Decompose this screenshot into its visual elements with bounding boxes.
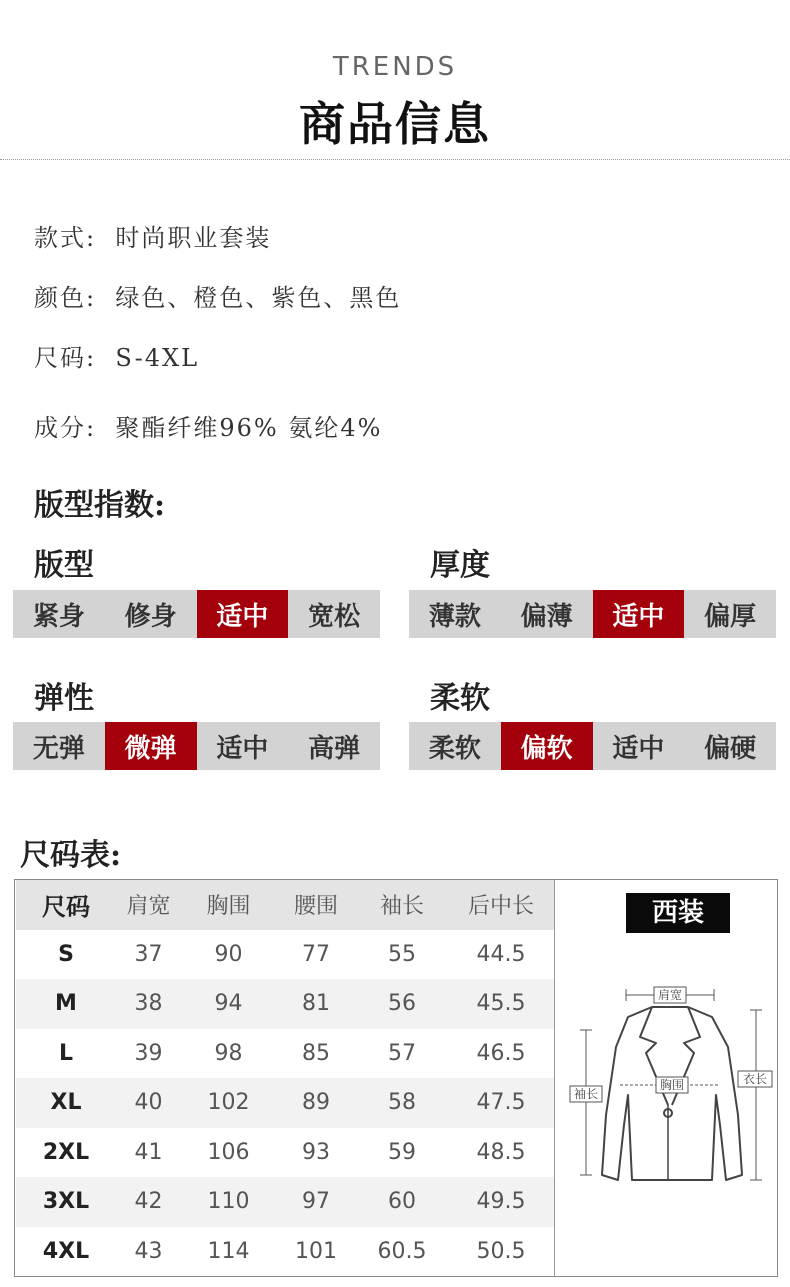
scale-option-selected: 适中: [197, 590, 289, 638]
scale-option: 紧身: [32, 601, 85, 632]
measurement-cell: 90: [214, 941, 243, 967]
info-value: 时尚职业套装: [115, 224, 272, 252]
fit-group-title: 版型: [34, 548, 94, 583]
scale-option: 适中: [612, 733, 665, 764]
size-cell: L: [58, 1040, 74, 1066]
fit-index-heading: 版型指数:: [34, 488, 166, 523]
column-header: 肩宽: [116, 880, 181, 930]
elasticity-group-title: 弹性: [34, 681, 94, 716]
thickness-scale: [409, 590, 776, 638]
scale-option-selected: 适中: [593, 590, 685, 638]
column-header: 后中长: [448, 880, 554, 930]
table-row: [16, 1177, 554, 1227]
measurement-cell: 46.5: [476, 1040, 526, 1066]
measurement-cell: 59: [388, 1139, 416, 1165]
size-cell: M: [16, 979, 116, 1029]
table-row: [16, 1227, 554, 1277]
measurement-cell: 106: [207, 1139, 250, 1165]
scale-option: 宽松: [308, 601, 361, 632]
measurement-cell: 43: [134, 1238, 163, 1264]
measurement-cell: 60.5: [377, 1238, 427, 1264]
scale-option: 适中: [216, 733, 269, 764]
table-row: [16, 930, 554, 980]
measurement-cell: 89: [276, 1078, 356, 1128]
scale-option: 无弹: [32, 733, 85, 764]
column-header: 尺码: [16, 880, 116, 930]
measurement-cell: 110: [181, 1177, 276, 1227]
measurement-cell: 58: [356, 1078, 448, 1128]
measurement-cell: 48.5: [476, 1139, 526, 1165]
measurement-cell: 40: [116, 1078, 181, 1128]
scale-option: 薄款: [428, 601, 481, 632]
info-material-row: [34, 408, 382, 443]
fit-scale: [13, 590, 380, 638]
scale-option: 修身: [124, 601, 177, 632]
info-label: 尺码:: [34, 344, 97, 372]
measurement-cell: 49.5: [448, 1177, 554, 1227]
measurement-cell: 77: [302, 941, 330, 967]
header-divider: [0, 159, 790, 160]
diagram-label-sleeve: 袖长: [573, 1087, 599, 1101]
measurement-cell: 114: [207, 1238, 250, 1264]
garment-label: 西装: [626, 893, 730, 933]
diagram-label-chest: 胸围: [659, 1078, 685, 1092]
info-value: S-4XL: [115, 344, 200, 372]
measurement-cell: 102: [181, 1078, 276, 1128]
scale-option-selected: 微弹: [105, 722, 197, 770]
size-chart-divider: [554, 880, 555, 1276]
measurement-cell: 44.5: [476, 941, 526, 967]
scale-option-selected: 偏软: [501, 722, 593, 770]
column-header: 胸围: [181, 880, 276, 930]
scale-option: 柔软: [428, 733, 481, 764]
measurement-cell: 94: [181, 979, 276, 1029]
elasticity-scale: [13, 722, 380, 770]
info-label: 颜色:: [34, 284, 97, 312]
size-table-header: [16, 880, 554, 930]
column-header: 袖长: [356, 880, 448, 930]
info-label: 成分:: [34, 414, 97, 442]
softness-group-title: 柔软: [430, 681, 490, 716]
scale-option: 偏薄: [520, 601, 573, 632]
measurement-cell: 93: [302, 1139, 330, 1165]
header-eyebrow: TRENDS: [332, 52, 458, 82]
info-size-row: [34, 338, 199, 373]
diagram-label-length: 衣长: [742, 1072, 768, 1086]
measurement-cell: 97: [276, 1177, 356, 1227]
measurement-cell: 47.5: [448, 1078, 554, 1128]
measurement-cell: 57: [388, 1040, 416, 1066]
size-table-body: [16, 930, 554, 1277]
measurement-cell: 42: [116, 1177, 181, 1227]
size-cell: XL: [16, 1078, 116, 1128]
measurement-cell: 41: [134, 1139, 163, 1165]
scale-option: 高弹: [308, 733, 361, 764]
measurement-cell: 37: [134, 941, 163, 967]
table-row: [16, 979, 554, 1029]
measurement-cell: 55: [388, 941, 416, 967]
measurement-cell: 101: [295, 1238, 337, 1264]
measurement-cell: 56: [356, 979, 448, 1029]
column-header: 腰围: [276, 880, 356, 930]
measurement-cell: 50.5: [476, 1238, 526, 1264]
measurement-cell: 60: [356, 1177, 448, 1227]
measurement-cell: 98: [214, 1040, 243, 1066]
table-row: [16, 1029, 554, 1079]
measurement-cell: 39: [134, 1040, 163, 1066]
blazer-measurement-icon: [560, 975, 775, 1195]
info-style-row: [34, 218, 271, 253]
measurement-cell: 38: [116, 979, 181, 1029]
diagram-label-shoulder: 肩宽: [657, 988, 683, 1002]
size-cell: S: [58, 941, 74, 967]
size-table: [16, 880, 554, 1276]
info-value: 绿色、橙色、紫色、黑色: [115, 284, 402, 312]
size-cell: 3XL: [16, 1177, 116, 1227]
page-title: 商品信息: [299, 97, 491, 151]
thickness-group-title: 厚度: [430, 548, 490, 583]
info-color-row: [34, 278, 401, 313]
measurement-cell: 85: [302, 1040, 330, 1066]
measurement-cell: 45.5: [448, 979, 554, 1029]
table-row: [16, 1078, 554, 1128]
size-chart-heading: 尺码表:: [20, 838, 122, 873]
scale-option: 偏硬: [704, 733, 757, 764]
size-cell: 2XL: [42, 1139, 90, 1165]
scale-option: 偏厚: [704, 601, 757, 632]
table-row: [16, 1128, 554, 1178]
measurement-cell: 81: [276, 979, 356, 1029]
info-value: 聚酯纤维96% 氨纶4%: [115, 414, 383, 442]
size-cell: 4XL: [42, 1238, 90, 1264]
info-label: 款式:: [34, 224, 97, 252]
softness-scale: [409, 722, 776, 770]
